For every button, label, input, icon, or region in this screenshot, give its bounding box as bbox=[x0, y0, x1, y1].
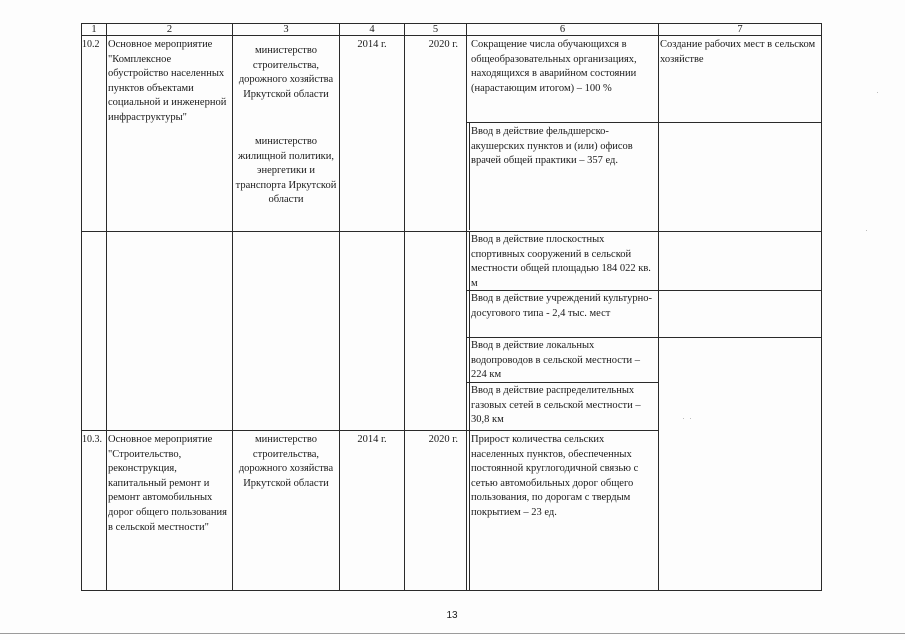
result-box-left-1 bbox=[469, 122, 470, 230]
scan-speck bbox=[690, 418, 691, 419]
row-number: 10.3. bbox=[82, 434, 102, 445]
row-number: 10.2 bbox=[82, 39, 100, 50]
header-col-7: 7 bbox=[737, 24, 743, 35]
header-col-2: 2 bbox=[166, 24, 173, 35]
event-description: Основное мероприятие "Комплексное обустройство населенных пунктов объектами социальной и инженерной инфраструктуры" bbox=[108, 39, 227, 123]
result-item: Ввод в действие фельдшерско-акушерских пунктов и (или) офисов врачей общей практики – 357 ед. bbox=[471, 126, 633, 167]
responsible-ministry: министерство строительства, дорожного хозяйства Иркутской области bbox=[238, 45, 334, 100]
col-border-2 bbox=[232, 23, 233, 591]
result-box-left-2 bbox=[469, 232, 470, 430]
header-col-3: 3 bbox=[283, 24, 289, 35]
col-border-5 bbox=[466, 23, 467, 591]
header-col-4: 4 bbox=[369, 24, 375, 35]
header-col-6: 6 bbox=[559, 24, 566, 35]
col-border-4 bbox=[404, 23, 405, 591]
header-col-5: 5 bbox=[432, 24, 439, 35]
result-box-left-3 bbox=[469, 431, 470, 590]
col-border-0 bbox=[81, 23, 82, 591]
end-year: 2020 г. bbox=[428, 434, 458, 445]
scan-speck bbox=[683, 418, 684, 419]
col-border-1 bbox=[106, 23, 107, 591]
result-item: Ввод в действие распределительных газовых сетей в сельской местности – 30,8 км bbox=[471, 385, 641, 426]
event-description: Основное мероприятие "Строительство, реконструкция, капитальный ремонт и ремонт автомобильных дорог общего пользования в сельской местности" bbox=[108, 434, 227, 533]
start-year: 2014 г. bbox=[357, 434, 387, 445]
result-border-4 bbox=[466, 337, 821, 338]
result-border-1 bbox=[466, 122, 821, 123]
scan-speck bbox=[877, 92, 878, 93]
result-item: Ввод в действие плоскостных спортивных сооружений в сельской местности общей площадью 184 022 кв. м bbox=[471, 234, 651, 289]
col-border-7 bbox=[821, 23, 822, 591]
result-item: Прирост количества сельских населенных пунктов, обеспеченных постоянной круглогодичной связью с сетью автомобильных дорог общего пользования, по дорогам с твердым покрытием – 23 ед. bbox=[471, 434, 639, 518]
responsible-ministry: министерство строительства, дорожного хозяйства Иркутской области bbox=[238, 434, 334, 489]
result-item: Ввод в действие локальных водопроводов в сельской местности – 224 км bbox=[471, 340, 641, 381]
scan-speck bbox=[866, 230, 867, 231]
goal-text: Создание рабочих мест в сельском хозяйстве bbox=[660, 39, 816, 65]
result-item: Сокращение числа обучающихся в общеобразовательных организациях, находящихся в аварийном состоянии (нарастающим итогом) – 100 % bbox=[471, 39, 637, 94]
col-border-3 bbox=[339, 23, 340, 591]
end-year: 2020 г. bbox=[428, 39, 458, 50]
table-bottom-border bbox=[81, 590, 821, 591]
row-10-3-top-border bbox=[81, 430, 658, 431]
scan-edge-line bbox=[0, 633, 905, 634]
page-number: 13 bbox=[446, 610, 458, 621]
col-border-6 bbox=[658, 23, 659, 591]
start-year: 2014 г. bbox=[357, 39, 387, 50]
page-break-border bbox=[81, 231, 821, 232]
header-row-bottom-border bbox=[81, 35, 821, 36]
header-col-1: 1 bbox=[91, 24, 97, 35]
co-responsible-ministry: министерство жилищной политики, энергетики и транспорта Иркутской области bbox=[235, 136, 337, 206]
result-item: Ввод в действие учреждений культурно-досугового типа - 2,4 тыс. мест bbox=[471, 293, 652, 319]
